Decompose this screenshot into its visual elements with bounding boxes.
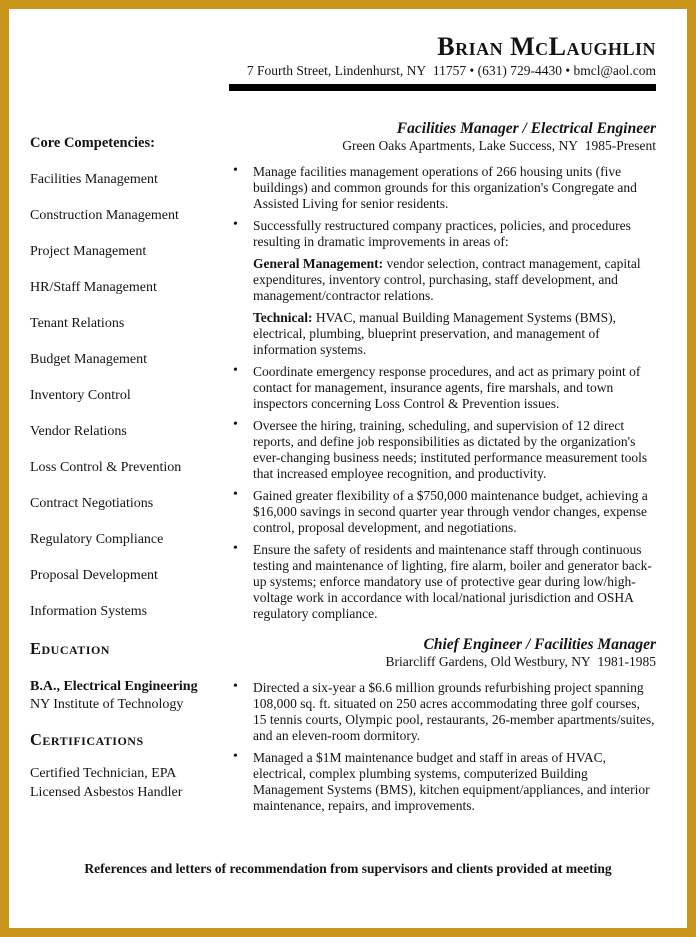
competency-item: Vendor Relations (30, 424, 127, 439)
competency-item: Project Management (30, 244, 147, 259)
job-sub-paragraph (230, 310, 656, 358)
job-bullet-list (230, 680, 656, 814)
competency-item: Contract Negotiations (30, 496, 154, 511)
job-bullet: • Ensure the safety of residents and maintenance staff through continuous testing and maintenance of lighting, fire alarm, boiler and generator back-up systems; enforce mandatory use of protective gear during low/high-voltage work in accordance with local/national jurisdiction and OSHA regulatory compliance. (230, 542, 656, 622)
job-bullet: • Manage facilities management operations of 266 housing units (five buildings) and common grounds for this organization's Congregate and Assisted Living for senior residents. (230, 164, 656, 212)
sub-paragraph-text: HVAC, manual Building Management Systems (BMS), electrical, plumbing, blueprint preservation, and management of information systems. (253, 310, 617, 357)
contact-line: 7 Fourth Street, Lindenhurst, NY 11757 • (631) 729-4430 • bmcl@aol.com (246, 63, 656, 78)
header-rule (229, 84, 656, 91)
job-block-1 (230, 120, 656, 622)
competency-item: Construction Management (30, 208, 179, 223)
core-competencies-heading: Core Competencies: (30, 135, 155, 151)
competency-item: Inventory Control (30, 388, 131, 403)
competency-item: Proposal Development (30, 568, 158, 583)
job-title: Chief Engineer / Facilities Manager (423, 636, 656, 653)
job-bullet: • Successfully restructured company practices, policies, and procedures resulting in dramatic improvements in areas of: (230, 218, 656, 250)
sidebar (30, 136, 226, 802)
education-degree: B.A., Electrical Engineering (30, 679, 198, 694)
competency-item: Regulatory Compliance (30, 532, 164, 547)
resume-header (229, 33, 656, 91)
job-title: Facilities Manager / Electrical Engineer (396, 120, 656, 137)
competency-item: Information Systems (30, 604, 148, 619)
job-header (230, 636, 656, 669)
candidate-name: Brian McLaughlin (437, 32, 656, 61)
job-bullet: • Oversee the hiring, training, scheduling, and supervision of 12 direct reports, and define job responsibilities as dictated by the organization's ever-changing business needs; instituted performance measurement tools that increased employee recognition, and productivity. (230, 418, 656, 482)
footer-note: References and letters of recommendation from supervisors and clients provided at meeting (84, 861, 612, 876)
certification-item: Licensed Asbestos Handler (30, 785, 183, 800)
sub-paragraph-lead: Technical: (253, 310, 313, 325)
competency-item: Facilities Management (30, 172, 158, 187)
certification-item: Certified Technician, EPA (30, 766, 177, 781)
competency-item: Loss Control & Prevention (30, 460, 182, 475)
job-sub-paragraph (230, 256, 656, 304)
sub-paragraph-lead: General Management: (253, 256, 384, 271)
job-bullet: • Gained greater flexibility of a $750,000 maintenance budget, achieving a $16,000 savings in second quarter year through vendor changes, expense control, proposal development, and negotiations. (230, 488, 656, 536)
job-header (230, 120, 656, 153)
job-bullet: • Managed a $1M maintenance budget and staff in areas of HVAC, electrical, complex plumbing systems, computerized Building Management Systems (BMS), kitchen equipment/appliances, and interior maintenance, repairs, and improvements. (230, 750, 656, 814)
education-school: NY Institute of Technology (30, 697, 184, 712)
job-company-line: Briarcliff Gardens, Old Westbury, NY 1981-1985 (385, 654, 656, 669)
competency-item: Budget Management (30, 352, 148, 367)
competency-item: Tenant Relations (30, 316, 125, 331)
experience-column (230, 120, 656, 820)
certifications-heading: Certifications (30, 730, 144, 749)
job-bullet: • Directed a six-year a $6.6 million grounds refurbishing project spanning 108,000 sq. ft. situated on 250 acres accommodating three golf courses, 15 tennis courts, Olympic pool, restaurants, 26-member apartments/suites, and an eleven-room dormitory. (230, 680, 656, 744)
job-block-2 (230, 636, 656, 814)
education-heading: Education (30, 639, 110, 658)
job-bullet: • Coordinate emergency response procedures, and act as primary point of contact for management, insurance agents, fire marshals, and town inspectors concerning Loss Control & Prevention issues. (230, 364, 656, 412)
competency-item: HR/Staff Management (30, 280, 157, 295)
job-company-line: Green Oaks Apartments, Lake Success, NY 1985-Present (342, 138, 656, 153)
job-bullet-list (230, 164, 656, 622)
sub-paragraph-text: vendor selection, contract management, capital expenditures, inventory control, purchasing, staff development, and management/contractor relations. (253, 256, 641, 303)
